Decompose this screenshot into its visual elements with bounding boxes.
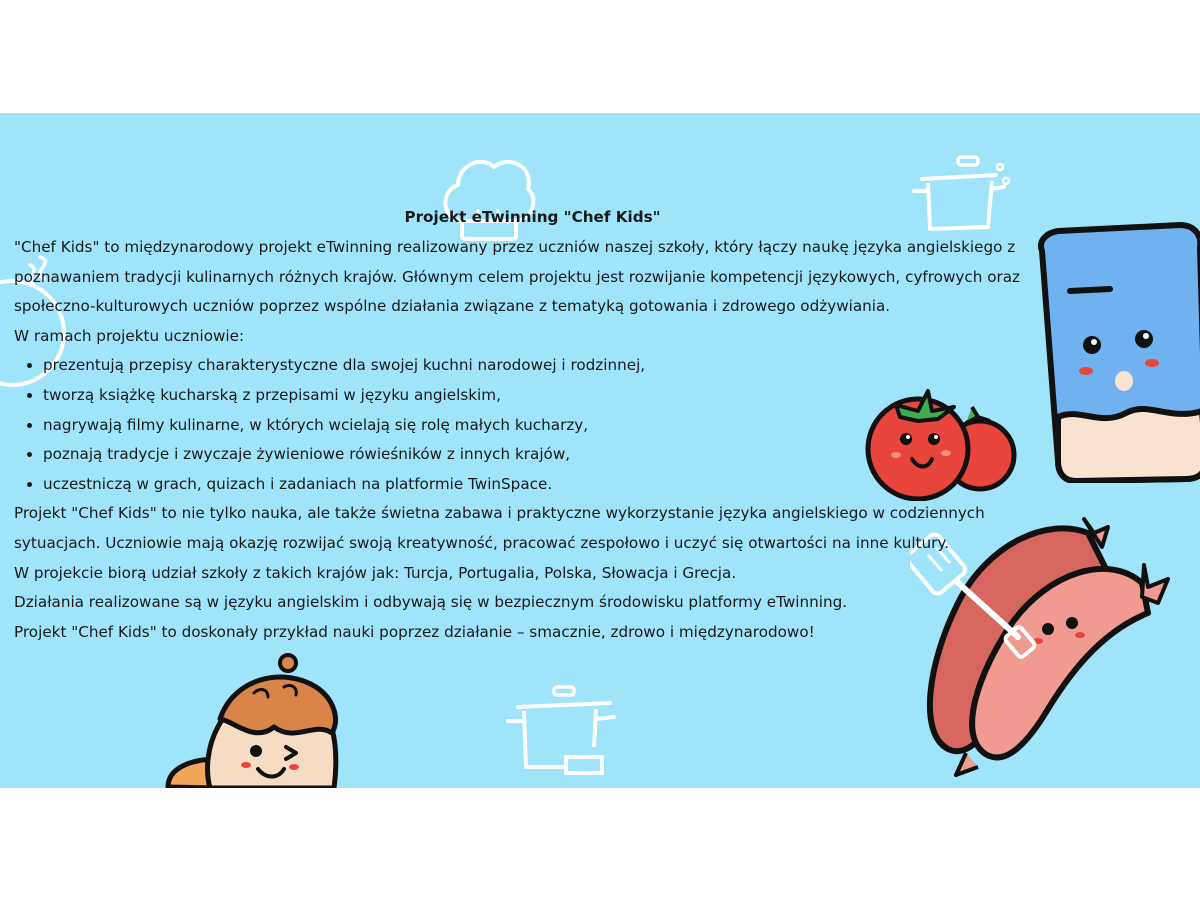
countries-paragraph: W projekcie biorą udział szkoły z takich krajów jak: Turcja, Portugalia, Polska, Słowacja i Grecja. [14, 563, 737, 582]
closing-paragraph: Projekt "Chef Kids" to doskonały przykład nauki poprzez działanie – smacznie, zdrowo i międzynarodowo! [14, 622, 815, 641]
cookie-character [164, 647, 354, 788]
list-item: • uczestniczą w grach, quizach i zadaniach na platformie TwinSpace. [43, 470, 1074, 500]
platform-paragraph: Działania realizowane są w języku angielskim i odbywają się w bezpiecznym środowisku platformy eTwinning. [14, 593, 848, 612]
article-body [14, 201, 1074, 647]
list-item: • nagrywają filmy kulinarne, w których wcielają się rolę małych kucharzy, [43, 411, 1074, 441]
list-heading: W ramach projektu uczniowie: [14, 326, 245, 345]
list-item: • prezentują przepisy charakterystyczne dla swojej kuchni narodowej i rodzinnej, [43, 351, 1074, 381]
list-item: • tworzą książkę kucharską z przepisami w języku angielskim, [43, 381, 1074, 411]
cooking-pot-icon [504, 683, 624, 781]
list-item: • poznają tradycje i zwyczaje żywieniowe rówieśników z innych krajów, [43, 440, 1074, 470]
fun-paragraph: Projekt "Chef Kids" to nie tylko nauka, ale także świetna zabawa i praktyczne wykorzystanie języka angielskiego w codziennych sytuacjach. Uczniowie mają okazję rozwijać swoją kreatywność, pracować zespołowo i uczyć się otwartości na inne kultury. [14, 504, 985, 552]
activities-list [14, 351, 1074, 499]
banner [0, 113, 1200, 788]
intro-paragraph: "Chef Kids" to międzynarodowy projekt eTwinning realizowany przez uczniów naszej szkoły, który łączy naukę języka angielskiego z poznawaniem tradycji kulinarnych różnych krajów. Głównym celem projektu jest rozwijanie kompetencji językowych, cyfrowych oraz społeczno-kulturowych uczniów poprzez wspólne działania związane z tematyką gotowania i zdrowego odżywiania. [14, 238, 1021, 316]
article-title: Projekt eTwinning "Chef Kids" [404, 208, 661, 226]
